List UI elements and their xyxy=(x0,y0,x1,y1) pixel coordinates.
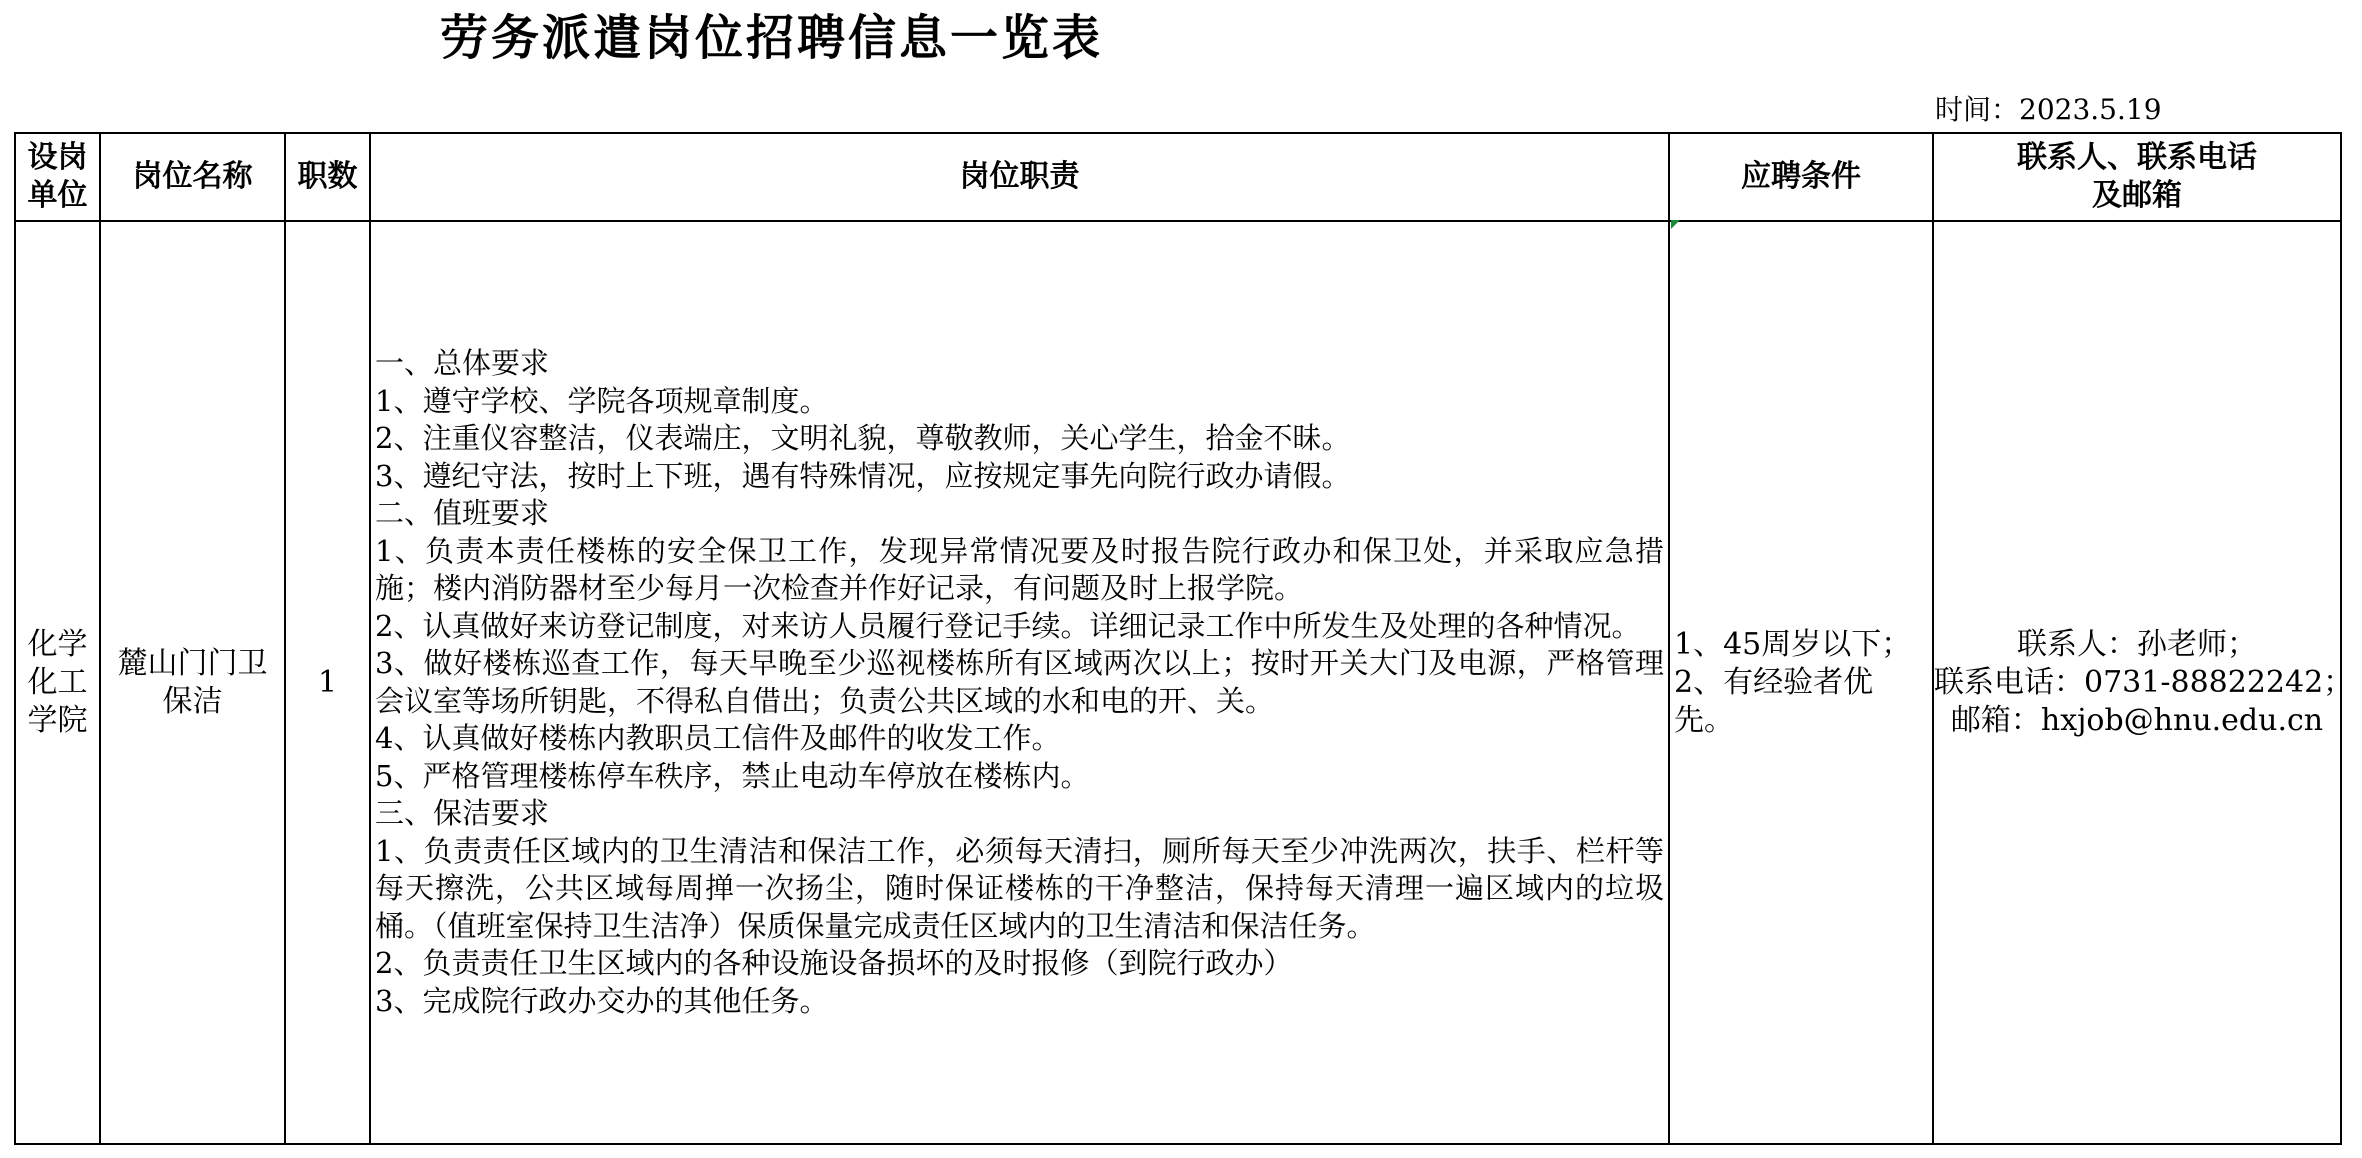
table-row xyxy=(15,221,2341,1144)
header-duties: 岗位职责 xyxy=(370,133,1669,221)
duty-line: 二、值班要求 xyxy=(375,496,550,530)
contact-phone: 联系电话：0731-88822242； xyxy=(1934,664,2354,700)
duty-line: 1、遵守学校、学院各项规章制度。 xyxy=(375,383,829,418)
duty-line: 3、完成院行政办交办的其他任务。 xyxy=(375,983,829,1018)
cell-comment-marker xyxy=(1671,220,1680,229)
duty-line: 2、负责责任卫生区域内的各种设施设备损坏的及时报修（到院行政办） xyxy=(375,946,1293,980)
contact-person: 联系人：孙老师； xyxy=(2017,626,2257,662)
cell-duties xyxy=(370,221,1669,1144)
duty-line: 5、严格管理楼栋停车秩序，禁止电动车停放在楼栋内。 xyxy=(375,758,1090,793)
duty-line: 4、认真做好楼栋内教职员工信件及邮件的收发工作。 xyxy=(375,721,1061,755)
cell-unit: 化学化工学院 xyxy=(15,221,100,1144)
cell-position: 麓山门门卫保洁 xyxy=(100,221,285,1144)
duty-line: 1、负责本责任楼栋的安全保卫工作，发现异常情况要及时报告院行政办和保卫处，并采取应急措施；楼内消防器材至少每月一次检查并作好记录，有问题及时上报学院。 xyxy=(375,533,1664,605)
table-header-row xyxy=(15,133,2341,221)
cell-requirements xyxy=(1669,221,1933,1144)
header-contact-line1: 联系人、联系电话 xyxy=(2017,140,2257,175)
duty-line: 1、负责责任区域内的卫生清洁和保洁工作，必须每天清扫，厕所每天至少冲洗两次，扶手、栏杆等每天擦洗，公共区域每周掸一次扬尘，随时保证楼栋的干净整洁，保持每天清理一遍区域内的垃圾桶。（值班室保持卫生洁净）保质保量完成责任区域内的卫生清洁和保洁任务。 xyxy=(375,833,1664,943)
recruitment-table xyxy=(14,132,2354,1145)
cell-count: 1 xyxy=(285,221,370,1144)
header-count: 职数 xyxy=(285,133,370,221)
duty-line: 2、认真做好来访登记制度，对来访人员履行登记手续。详细记录工作中所发生及处理的各种情况。 xyxy=(375,608,1641,643)
duty-line: 3、做好楼栋巡查工作，每天早晚至少巡视楼栋所有区域两次以上；按时开关大门及电源，严格管理会议室等场所钥匙，不得私自借出；负责公共区域的水和电的开、关。 xyxy=(375,646,1664,718)
duty-line: 2、注重仪容整洁，仪表端庄，文明礼貌，尊敬教师，关心学生，拾金不昧。 xyxy=(375,421,1351,455)
requirement-line: 1、45周岁以下； xyxy=(1674,626,1912,662)
cell-contact xyxy=(1933,221,2354,1144)
duty-line: 一、总体要求 xyxy=(375,346,550,380)
contact-email: 邮箱：hxjob@hnu.edu.cn xyxy=(1950,702,2324,738)
duty-line: 三、保洁要求 xyxy=(375,796,550,830)
header-unit: 设岗单位 xyxy=(15,133,100,221)
page-title: 劳务派遣岗位招聘信息一览表 xyxy=(439,10,1103,66)
header-requirements: 应聘条件 xyxy=(1669,133,1933,221)
requirement-line: 2、有经验者优先。 xyxy=(1674,664,1874,738)
header-contact-line2: 及邮箱 xyxy=(2092,178,2182,213)
header-position: 岗位名称 xyxy=(100,133,285,221)
date-label: 时间：2023.5.19 xyxy=(1935,93,2162,126)
header-contact xyxy=(1933,133,2341,221)
duty-line: 3、遵纪守法，按时上下班，遇有特殊情况，应按规定事先向院行政办请假。 xyxy=(375,458,1351,493)
